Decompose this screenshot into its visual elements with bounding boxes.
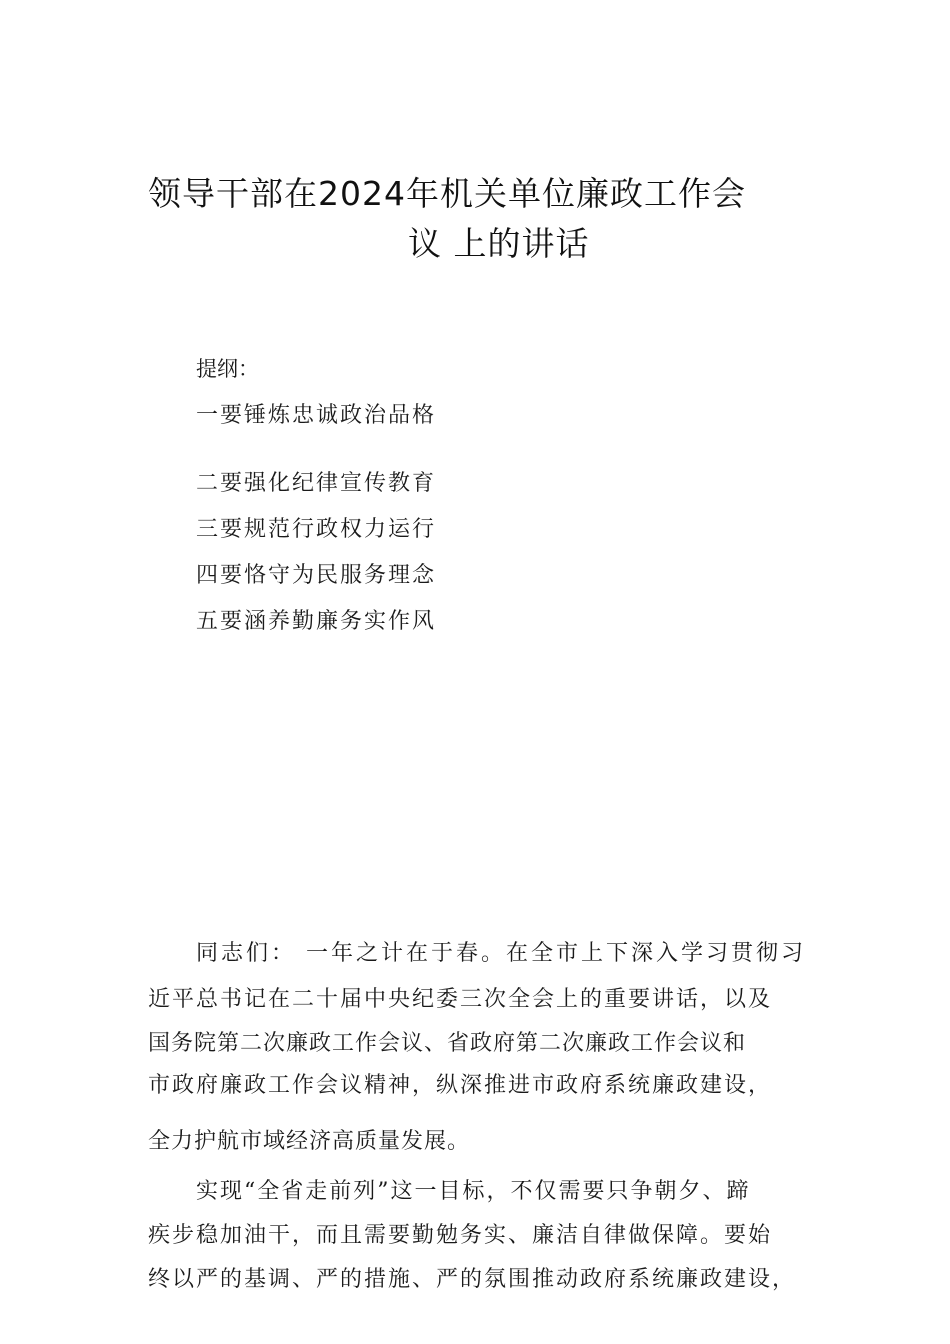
outline-item-4: 四要恪守为民服务理念 xyxy=(196,563,437,588)
document-title-line-2: 议 上的讲话 xyxy=(408,224,590,263)
body-line-1: 同志们： 一年之计在于春。在全市上下深入学习贯彻习 xyxy=(196,941,806,966)
document-title-line-1: 领导干部在2024年机关单位廉政工作会 xyxy=(148,174,746,213)
body-line-3: 国务院第二次廉政工作会议、省政府第二次廉政工作会议和 xyxy=(148,1031,747,1056)
outline-item-2: 二要强化纪律宣传教育 xyxy=(196,471,437,496)
body-line-6: 实现“全省走前列”这一目标，不仅需要只争朝夕、蹄 xyxy=(196,1179,751,1204)
outline-item-3: 三要规范行政权力运行 xyxy=(196,517,437,542)
outline-item-5: 五要涵养勤廉务实作风 xyxy=(196,609,437,634)
body-line-7: 疾步稳加油干，而且需要勤勉务实、廉洁自律做保障。要始 xyxy=(148,1223,773,1248)
body-line-5: 全力护航市域经济高质量发展。 xyxy=(148,1129,471,1154)
body-line-4: 市政府廉政工作会议精神，纵深推进市政府系统廉政建设， xyxy=(148,1073,773,1098)
outline-label: 提纲： xyxy=(196,357,259,381)
body-line-8: 终以严的基调、严的措施、严的氛围推动政府系统廉政建设， xyxy=(148,1267,797,1292)
outline-item-1: 一要锤炼忠诚政治品格 xyxy=(196,403,437,428)
body-line-2: 近平总书记在二十届中央纪委三次全会上的重要讲话，以及 xyxy=(148,987,773,1012)
